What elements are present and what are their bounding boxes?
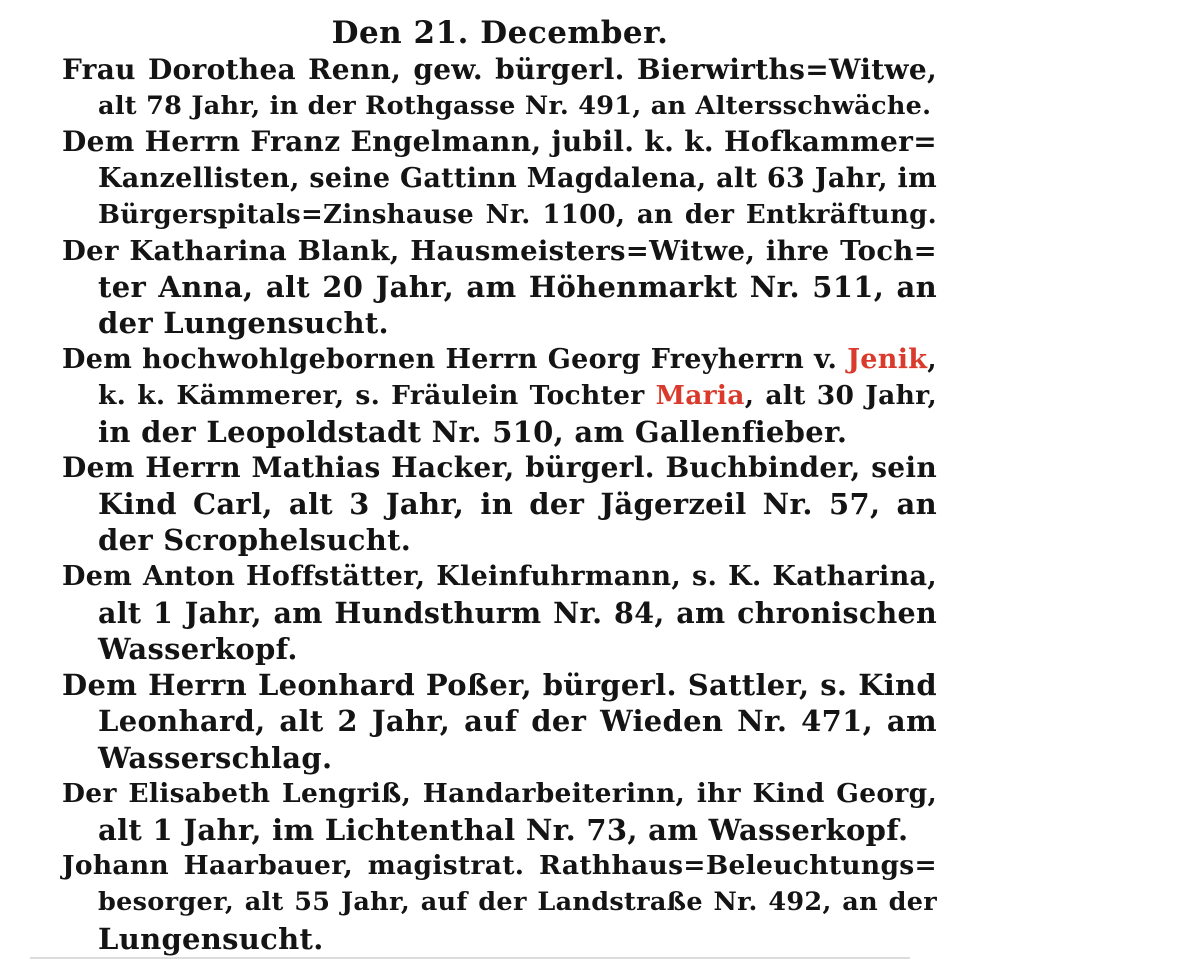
entry-line: Dem Herrn Leonhard Poßer, bürgerl. Sattler, s. Kind	[62, 668, 937, 703]
entry-line	[62, 378, 937, 414]
entry-line: alt 1 Jahr, am Hundsthurm Nr. 84, am chronischen	[98, 595, 937, 630]
death-notice-entry-highlighted	[62, 342, 937, 451]
death-notice-entry	[62, 233, 937, 342]
page-bottom-edge	[30, 957, 910, 959]
entry-line: Frau Dorothea Renn, gew. bürgerl. Bierwirths=Witwe,	[62, 53, 937, 86]
entry-line: alt 1 Jahr, im Lichtenthal Nr. 73, am Wasserkopf.	[98, 812, 909, 847]
entry-line: ter Anna, alt 20 Jahr, am Höhenmarkt Nr. 511, an	[98, 270, 937, 305]
entry-line: besorger, alt 55 Jahr, auf der Landstraße Nr. 492, an der	[98, 887, 937, 918]
entry-line: Dem Herrn Mathias Hacker, bürgerl. Buchbinder, sein	[62, 451, 937, 485]
entry-line: Leonhard, alt 2 Jahr, auf der Wieden Nr. 471, am	[98, 704, 937, 739]
death-notice-entry	[62, 124, 937, 233]
entry-line: Dem Anton Hoffstätter, Kleinfuhrmann, s. K. Katharina,	[62, 560, 937, 592]
highlighted-given-name: Maria	[655, 379, 745, 411]
entry-line-text: ,	[927, 343, 937, 375]
death-notice-list	[62, 52, 937, 957]
entry-line: alt 78 Jahr, in der Rothgasse Nr. 491, an Altersschwäche.	[98, 91, 932, 122]
entry-line	[62, 342, 937, 378]
entry-line: in der Leopoldstadt Nr. 510, am Gallenfieber.	[98, 414, 848, 449]
entry-line: Bürgerspitals=Zinshause Nr. 1100, an der Entkräftung.	[98, 199, 937, 230]
entry-line: der Scrophelsucht.	[98, 523, 412, 558]
entry-line: Kind Carl, alt 3 Jahr, in der Jägerzeil Nr. 57, an	[98, 487, 937, 522]
entry-line: Der Katharina Blank, Hausmeisters=Witwe, ihre Toch=	[62, 234, 937, 267]
entry-line: der Lungensucht.	[98, 306, 389, 341]
death-notice-entry	[62, 776, 937, 848]
entry-line: Wasserkopf.	[98, 632, 298, 666]
entry-line-text: , alt 30 Jahr,	[744, 379, 937, 411]
entry-line: Lungensucht.	[98, 921, 324, 956]
entry-line: Kanzellisten, seine Gattinn Magdalena, alt 63 Jahr, im	[98, 162, 937, 194]
death-notice-entry	[62, 667, 937, 776]
entry-line-text: Dem hochwohlgebornen Herrn Georg Freyherrn v.	[62, 343, 848, 375]
death-notice-entry	[62, 52, 937, 124]
death-notice-entry	[62, 559, 937, 668]
death-notice-entry	[62, 450, 937, 559]
date-heading: Den 21. December.	[331, 15, 669, 51]
entry-line: Der Elisabeth Lengriß, Handarbeiterinn, ihr Kind Georg,	[62, 777, 937, 809]
entry-line: Dem Herrn Franz Engelmann, jubil. k. k. Hofkammer=	[62, 125, 937, 159]
death-notice-entry	[62, 848, 937, 957]
highlighted-surname: Jenik	[847, 343, 928, 375]
entry-line-text: k. k. Kämmerer, s. Fräulein Tochter	[98, 379, 656, 411]
entry-line: Johann Haarbauer, magistrat. Rathhaus=Beleuchtungs=	[62, 850, 937, 882]
entry-line: Wasserschlag.	[98, 740, 333, 775]
